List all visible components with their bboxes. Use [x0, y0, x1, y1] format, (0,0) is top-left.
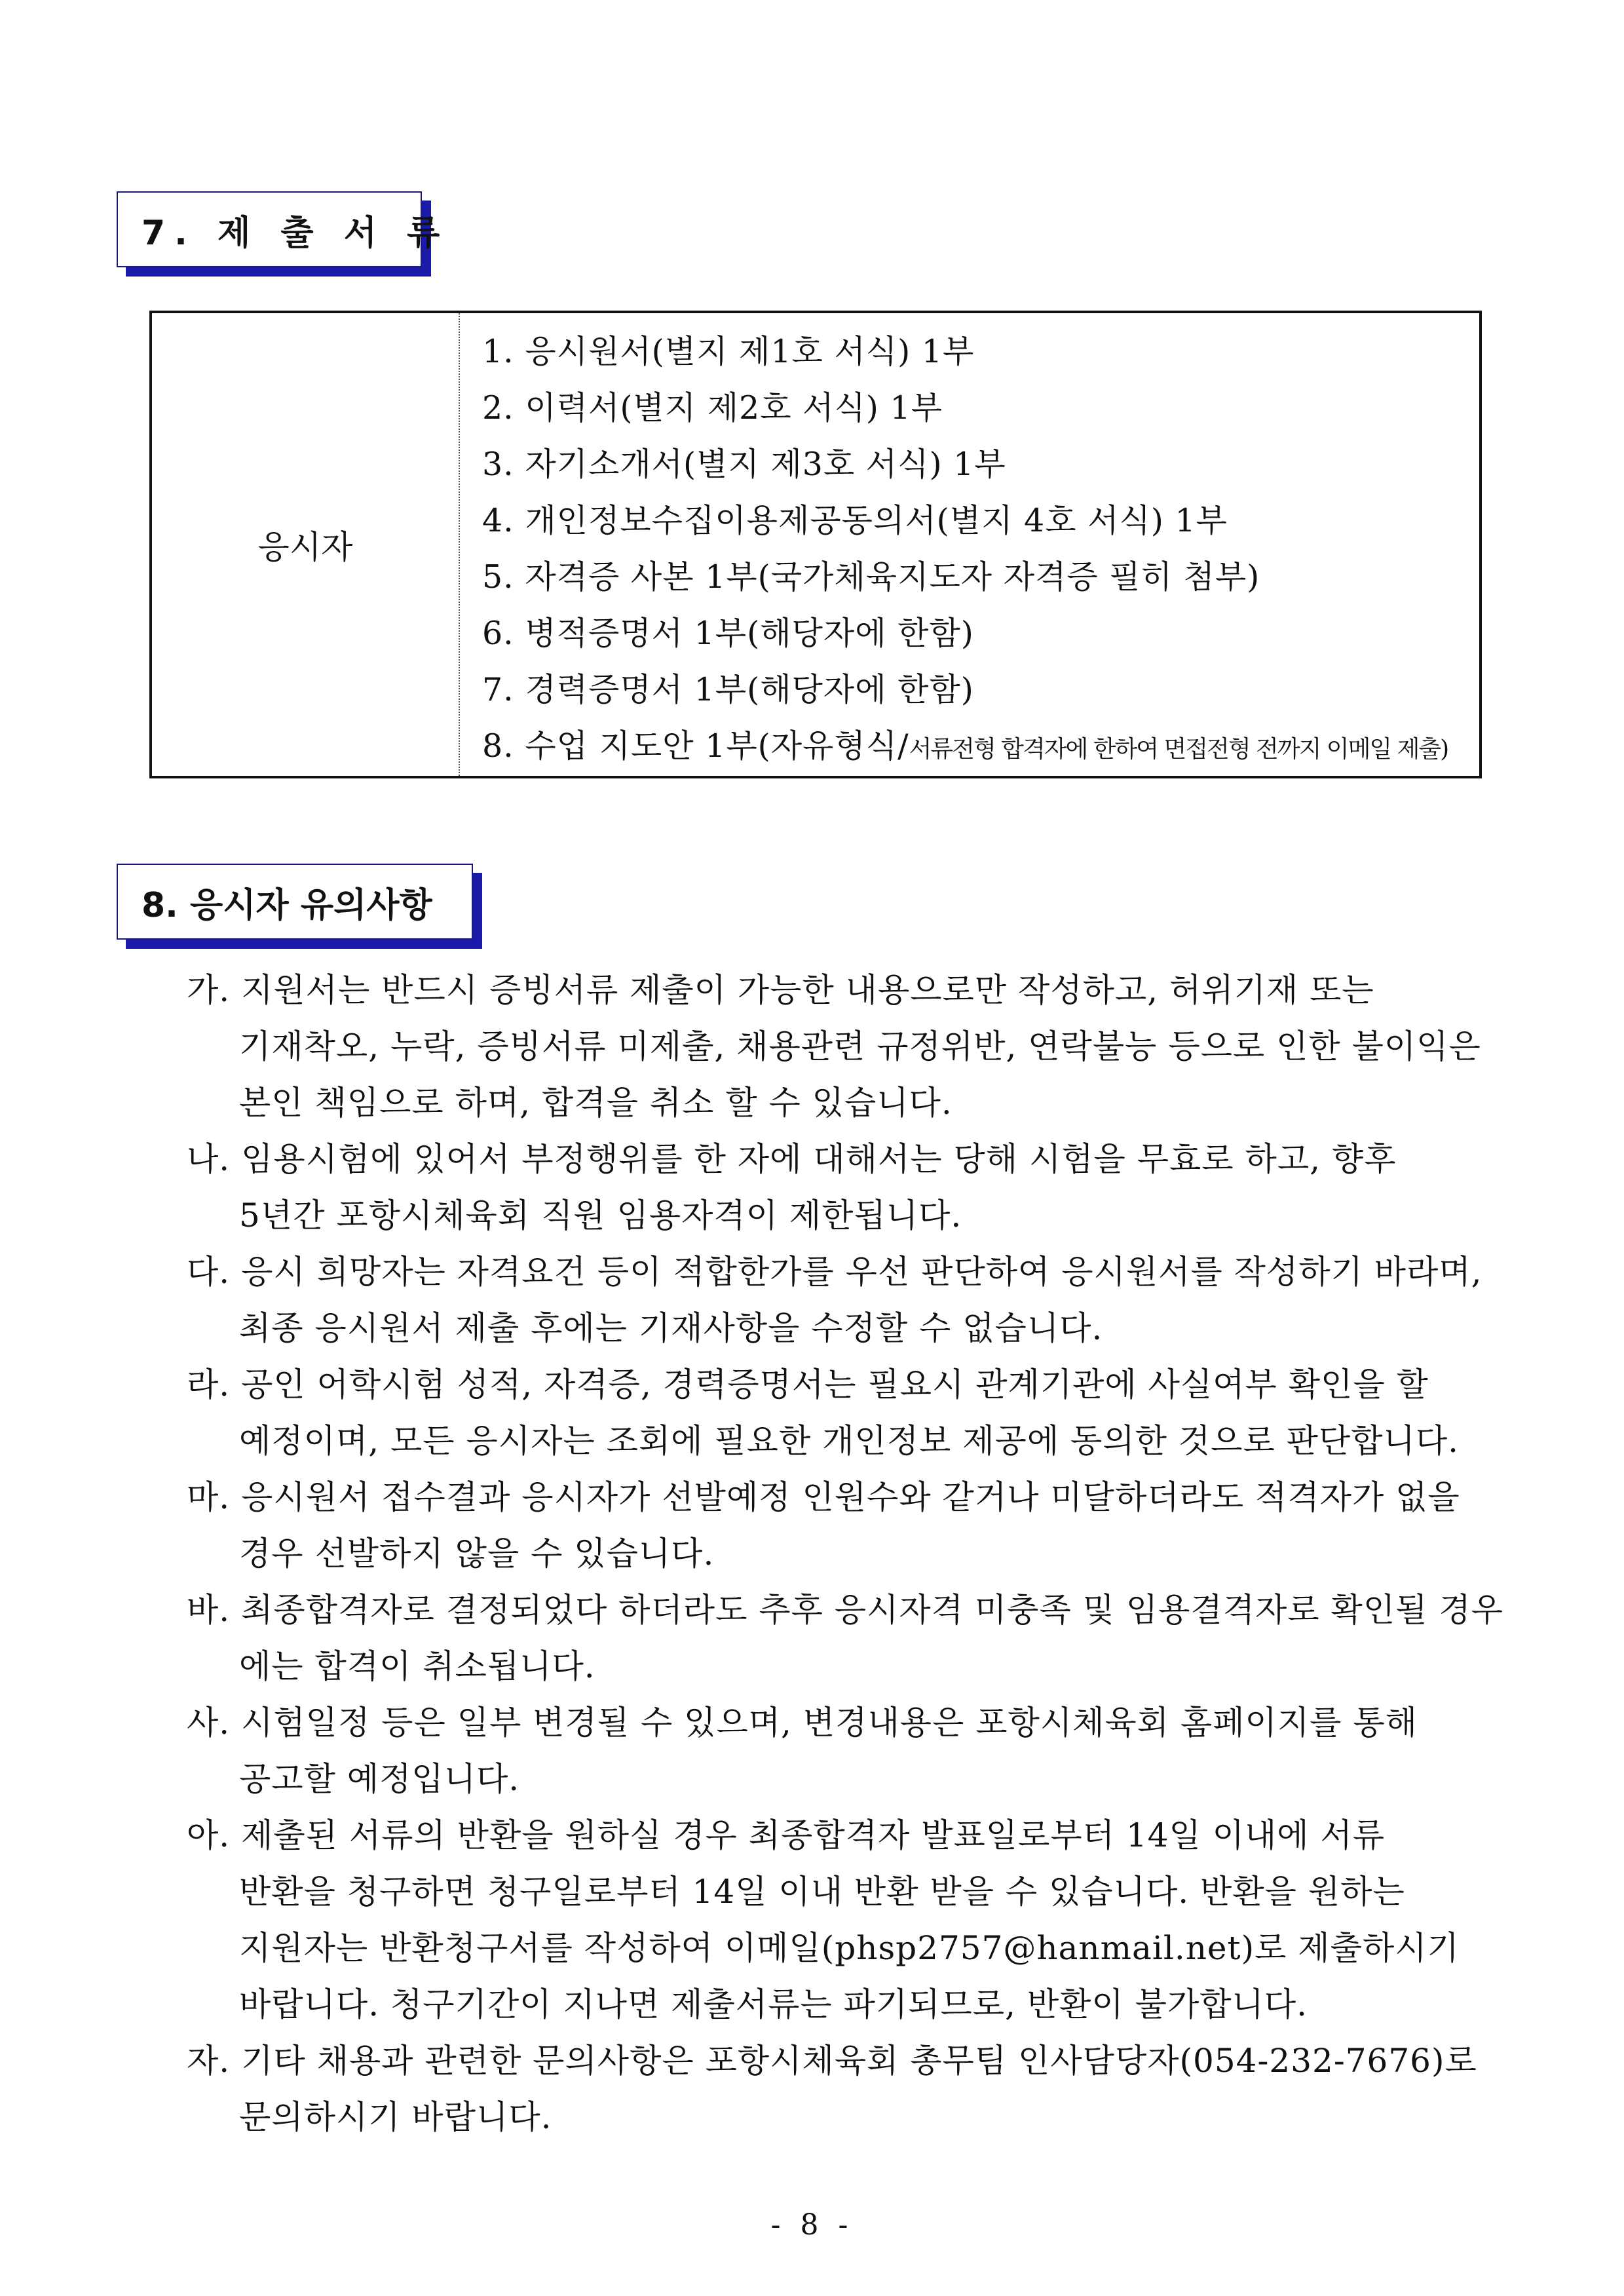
note-line: 경우 선발하지 않을 수 있습니다. — [239, 1535, 715, 1573]
section-7-title: 7. 제 출 서 류 — [142, 213, 449, 253]
note-line: 자. 기타 채용과 관련한 문의사항은 포항시체육회 총무팀 인사담당자(054-232-7676)로 — [187, 2042, 1477, 2080]
note-line: 가. 지원서는 반드시 증빙서류 제출이 가능한 내용으로만 작성하고, 허위기재 또는 — [187, 971, 1374, 1009]
note-line: 지원자는 반환청구서를 작성하여 이메일(phsp2757@hanmail.net)로 제출하시기 — [239, 1929, 1460, 1967]
note-line: 공고할 예정입니다. — [239, 1760, 520, 1798]
document-item-text: 2. 이력서(별지 제2호 서식) 1부 — [482, 389, 943, 427]
note-item — [187, 1582, 1523, 1694]
document-item-text: 7. 경력증명서 1부(해당자에 한함) — [482, 671, 974, 708]
note-item — [187, 962, 1523, 1131]
document-item-note: 서류전형 합격자에 한하여 면접전형 전까지 이메일 제출) — [909, 736, 1448, 763]
section-8-header — [117, 864, 473, 940]
section-7-header — [117, 191, 449, 267]
document-item-text: 6. 병적증명서 1부(해당자에 한함) — [482, 615, 974, 652]
document-item — [482, 493, 1479, 549]
document-item-text: 4. 개인정보수집이용제공동의서(별지 4호 서식) 1부 — [482, 502, 1228, 539]
document-item — [482, 605, 1479, 662]
document-item — [482, 662, 1479, 718]
note-line: 예정이며, 모든 응시자는 조회에 필요한 개인정보 제공에 동의한 것으로 판단합니다. — [239, 1422, 1460, 1460]
documents-table — [149, 311, 1482, 778]
note-line: 나. 임용시험에 있어서 부정행위를 한 자에 대해서는 당해 시험을 무효로 하고, 향후 — [187, 1140, 1397, 1178]
note-line: 기재착오, 누락, 증빙서류 미제출, 채용관련 규정위반, 연락불능 등으로 인한 불이익은 — [239, 1027, 1481, 1065]
note-line: 아. 제출된 서류의 반환을 원하실 경우 최종합격자 발표일로부터 14일 이내에 서류 — [187, 1816, 1386, 1854]
note-line: 에는 합격이 취소됩니다. — [239, 1647, 595, 1685]
note-line: 본인 책임으로 하며, 합격을 취소 할 수 있습니다. — [239, 1084, 953, 1122]
documents-list — [460, 313, 1479, 776]
note-line: 반환을 청구하면 청구일로부터 14일 이내 반환 받을 수 있습니다. 반환을 원하는 — [239, 1873, 1405, 1911]
note-item — [187, 1694, 1523, 1807]
note-item — [187, 1244, 1523, 1356]
section-8-title: 8. 응시자 유의사항 — [142, 885, 432, 925]
note-item — [187, 1807, 1523, 2033]
note-item — [187, 1356, 1523, 1469]
note-line: 바. 최종합격자로 결정되었다 하더라도 추후 응시자격 미충족 및 임용결격자로 확인될 경우 — [187, 1591, 1503, 1629]
note-line: 문의하시기 바랍니다. — [239, 2098, 552, 2136]
note-line: 다. 응시 희망자는 자격요건 등이 적합한가를 우선 판단하여 응시원서를 작성하기 바라며, — [187, 1253, 1482, 1291]
document-item-text: 5. 자격증 사본 1부(국가체육지도자 자격증 필히 첨부) — [482, 558, 1260, 596]
note-line: 5년간 포항시체육회 직원 임용자격이 제한됩니다. — [239, 1196, 962, 1234]
document-item-text: 8. 수업 지도안 1부(자유형식/ — [482, 727, 909, 765]
document-item — [482, 436, 1479, 493]
document-item — [482, 380, 1479, 436]
document-item — [482, 549, 1479, 605]
note-item — [187, 1131, 1523, 1244]
note-item — [187, 1469, 1523, 1582]
note-line: 바랍니다. 청구기간이 지나면 제출서류는 파기되므로, 반환이 불가합니다. — [239, 1985, 1308, 2023]
applicant-label: 응시자 — [257, 528, 353, 566]
note-line: 사. 시험일정 등은 일부 변경될 수 있으며, 변경내용은 포항시체육회 홈페이지를 통해 — [187, 1704, 1418, 1742]
document-item — [482, 324, 1479, 380]
document-item-text: 3. 자기소개서(별지 제3호 서식) 1부 — [482, 446, 1006, 483]
note-item — [187, 2033, 1523, 2145]
notes-list — [187, 962, 1523, 2145]
applicant-label-cell — [152, 313, 460, 776]
document-item-text: 1. 응시원서(별지 제1호 서식) 1부 — [482, 333, 975, 370]
note-line: 라. 공인 어학시험 성적, 자격증, 경력증명서는 필요시 관계기관에 사실여부 확인을 할 — [187, 1366, 1429, 1404]
note-line: 마. 응시원서 접수결과 응시자가 선발예정 인원수와 같거나 미달하더라도 적격자가 없을 — [187, 1478, 1460, 1516]
document-item — [482, 718, 1479, 778]
page-number: - 8 - — [770, 2208, 854, 2242]
note-line: 최종 응시원서 제출 후에는 기재사항을 수정할 수 없습니다. — [239, 1309, 1103, 1347]
